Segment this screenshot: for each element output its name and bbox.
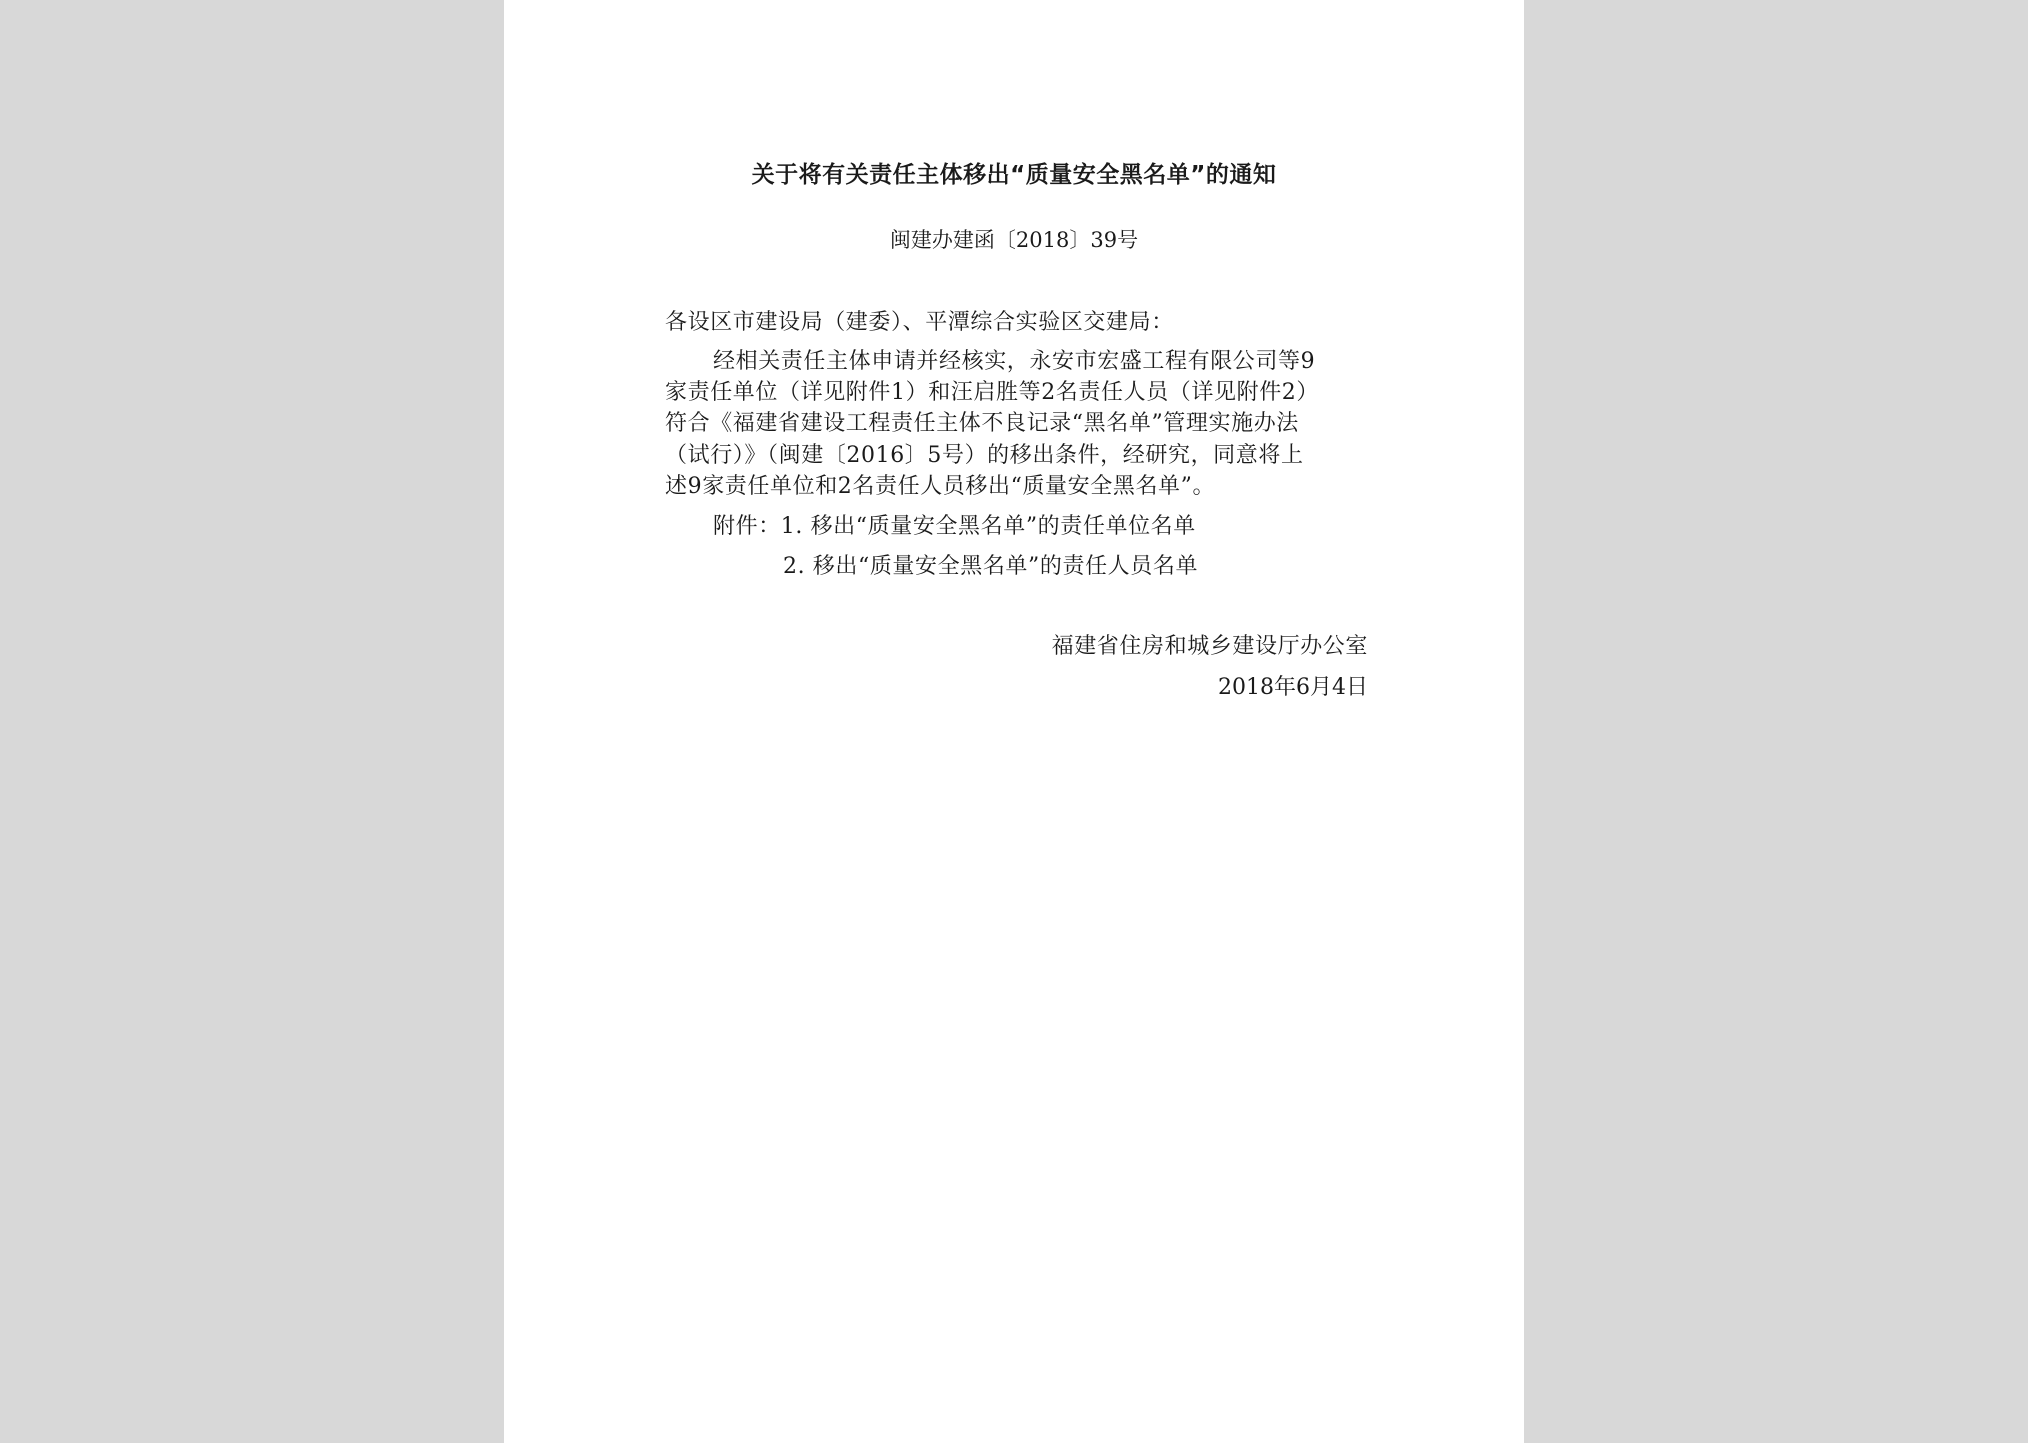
body-line: 述9家责任单位和2名责任人员移出“质量安全黑名单”。 [665, 474, 1216, 499]
document-page [504, 0, 1524, 1443]
body-line: 经相关责任主体申请并经核实，永安市宏盛工程有限公司等9 [713, 349, 1316, 374]
document-number: 闽建办建函〔2018〕39号 [889, 228, 1139, 252]
attachment-item: 2. 移出“质量安全黑名单”的责任人员名单 [783, 554, 1199, 579]
addressee: 各设区市建设局（建委）、平潭综合实验区交建局： [665, 310, 1174, 335]
body-line: （试行）》（闽建〔2016〕5号）的移出条件，经研究，同意将上 [665, 443, 1304, 468]
document-title: 关于将有关责任主体移出“质量安全黑名单”的通知 [751, 162, 1277, 188]
body-line: 符合《福建省建设工程责任主体不良记录“黑名单”管理实施办法 [665, 411, 1299, 436]
signer-organization: 福建省住房和城乡建设厅办公室 [1051, 634, 1368, 659]
attachment-item: 附件：1. 移出“质量安全黑名单”的责任单位名单 [713, 514, 1196, 539]
signature-date: 2018年6月4日 [1218, 675, 1368, 700]
body-line: 家责任单位（详见附件1）和汪启胜等2名责任人员（详见附件2） [665, 380, 1319, 405]
